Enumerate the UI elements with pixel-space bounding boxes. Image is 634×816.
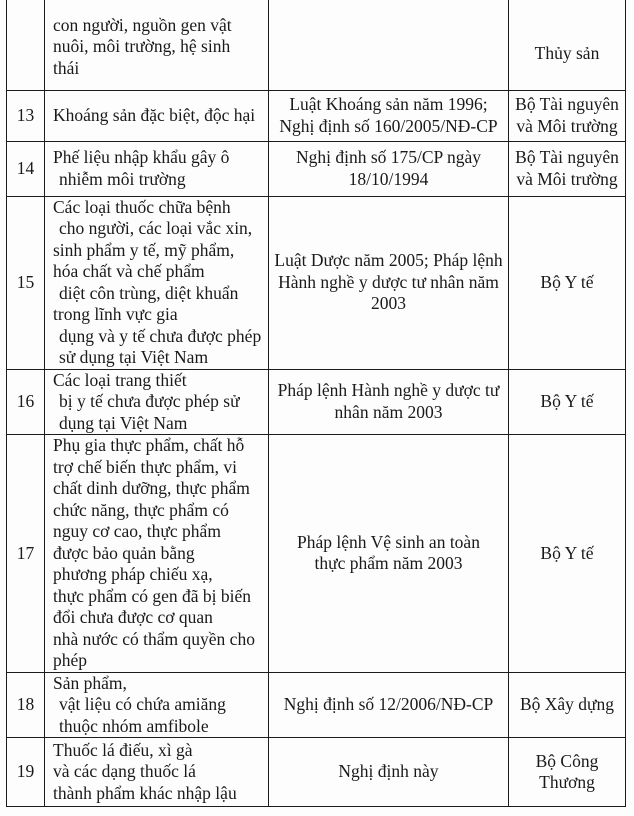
text-line: thực phẩm có gen đã bị biến xyxy=(53,585,252,606)
goods-name xyxy=(45,90,269,141)
legal-basis xyxy=(269,672,509,738)
text-line: đổi chưa được cơ quan xyxy=(53,607,213,627)
text-line: dụng tại Việt Nam xyxy=(59,412,188,433)
table-row xyxy=(7,435,626,673)
text-line: thành phẩm khác nhập lậu xyxy=(53,782,237,803)
text-line: 2003 xyxy=(371,293,406,314)
row-number: 18 xyxy=(7,672,45,738)
legal-basis xyxy=(269,196,509,369)
text-line: Bộ Y tế xyxy=(540,542,594,563)
managing-agency xyxy=(509,435,626,673)
text-line: Pháp lệnh Vệ sinh an toàn xyxy=(297,531,480,552)
text-line: thực phẩm năm 2003 xyxy=(314,553,463,574)
legal-basis xyxy=(269,435,509,673)
text-line: Thuốc lá điếu, xì gà xyxy=(53,739,193,760)
text-line: Bộ Xây dựng xyxy=(519,694,615,714)
text-line: Luật Dược năm 2005; Pháp lệnh xyxy=(274,250,503,271)
text-line: 18/10/1994 xyxy=(348,168,429,189)
table-row xyxy=(7,196,626,369)
managing-agency xyxy=(509,0,626,90)
text-line: dụng và y tế chưa được phép xyxy=(59,325,262,346)
text-line: bị y tế chưa được phép sử xyxy=(59,391,240,411)
managing-agency xyxy=(509,672,626,738)
text-line: Pháp lệnh Hành nghề y dược tư xyxy=(277,380,500,401)
text-line: Bộ Y tế xyxy=(540,391,594,411)
text-line: phép xyxy=(53,650,88,670)
table-row xyxy=(7,369,626,435)
text-line: nhân năm 2003 xyxy=(334,401,443,422)
text-line: chức năng, thực phẩm có xyxy=(53,499,229,520)
text-line: Thủy sản xyxy=(534,43,600,63)
text-line: Nghị định số 12/2006/NĐ-CP xyxy=(283,694,494,714)
text-line: được bảo quản bằng xyxy=(53,542,195,563)
table-row xyxy=(7,0,626,90)
text-line: trợ chế biến thực phẩm, vi xyxy=(53,456,237,477)
text-line: Bộ Tài nguyên xyxy=(515,94,619,114)
table-row xyxy=(7,90,626,141)
table-row xyxy=(7,738,626,807)
legal-basis xyxy=(269,369,509,435)
text-line: Bộ Công xyxy=(535,750,599,771)
text-line: sinh phẩm y tế, mỹ phẩm, xyxy=(53,239,235,260)
text-line: và Môi trường xyxy=(516,115,618,136)
text-line: trong lĩnh vực gia xyxy=(53,304,178,324)
text-line: Nghị định này xyxy=(338,761,439,782)
legal-basis xyxy=(269,141,509,196)
text-line: Bộ Tài nguyên xyxy=(515,147,619,167)
text-line: phương pháp chiếu xạ, xyxy=(53,564,213,584)
text-line: con người, nguồn gen vật xyxy=(53,14,232,35)
text-line: cho người, các loại vắc xin, xyxy=(59,218,253,238)
legal-basis xyxy=(269,0,509,90)
text-line: Luật Khoáng sản năm 1996; xyxy=(289,94,488,114)
managing-agency xyxy=(509,738,626,807)
goods-name xyxy=(45,369,269,435)
text-line: Sản phẩm, xyxy=(53,672,127,693)
row-number: 17 xyxy=(7,435,45,673)
goods-name xyxy=(45,0,269,90)
text-line: Khoáng sản đặc biệt, độc hại xyxy=(53,104,256,125)
goods-name xyxy=(45,196,269,369)
text-line: Hành nghề y dược tư nhân năm xyxy=(278,271,499,292)
legal-basis xyxy=(269,90,509,141)
goods-name xyxy=(45,141,269,196)
text-line: diệt côn trùng, diệt khuẩn xyxy=(59,282,239,303)
managing-agency xyxy=(509,196,626,369)
row-number: 16 xyxy=(7,369,45,435)
managing-agency xyxy=(509,369,626,435)
text-line: nguy cơ cao, thực phẩm xyxy=(53,521,221,541)
text-line: Bộ Y tế xyxy=(540,271,594,292)
regulation-table xyxy=(6,0,626,807)
text-line: và các dạng thuốc lá xyxy=(53,761,196,782)
text-line: Các loại trang thiết xyxy=(53,369,187,390)
text-line: Nghị định số 175/CP ngày xyxy=(295,147,482,167)
row-number: 15 xyxy=(7,196,45,369)
text-line: Phụ gia thực phẩm, chất hỗ xyxy=(53,435,245,455)
text-line: Phế liệu nhập khẩu gây ô xyxy=(53,147,230,167)
text-line: thái xyxy=(53,57,80,78)
text-line: nhà nước có thẩm quyền cho xyxy=(53,628,255,649)
goods-name xyxy=(45,738,269,807)
text-line: chất dinh dưỡng, thực phẩm xyxy=(53,478,250,498)
table-row xyxy=(7,672,626,738)
row-number: 13 xyxy=(7,90,45,141)
goods-name xyxy=(45,435,269,673)
text-line: và Môi trường xyxy=(516,168,618,189)
managing-agency xyxy=(509,90,626,141)
text-line: hóa chất và chế phẩm xyxy=(53,261,205,281)
text-line: thuộc nhóm amfibole xyxy=(59,715,209,736)
text-line: vật liệu có chứa amiăng xyxy=(59,694,226,714)
text-line: Thương xyxy=(539,772,595,792)
text-line: Các loại thuốc chữa bệnh xyxy=(53,196,231,217)
managing-agency xyxy=(509,141,626,196)
goods-name xyxy=(45,672,269,738)
text-line: sử dụng tại Việt Nam xyxy=(59,347,209,367)
row-number: 19 xyxy=(7,738,45,807)
legal-basis xyxy=(269,738,509,807)
table-row xyxy=(7,141,626,196)
text-line: nhiễm môi trường xyxy=(59,168,186,189)
row-number xyxy=(7,0,45,90)
text-line: nuôi, môi trường, hệ sinh xyxy=(53,36,231,56)
text-line: Nghị định số 160/2005/NĐ-CP xyxy=(279,115,498,136)
row-number: 14 xyxy=(7,141,45,196)
